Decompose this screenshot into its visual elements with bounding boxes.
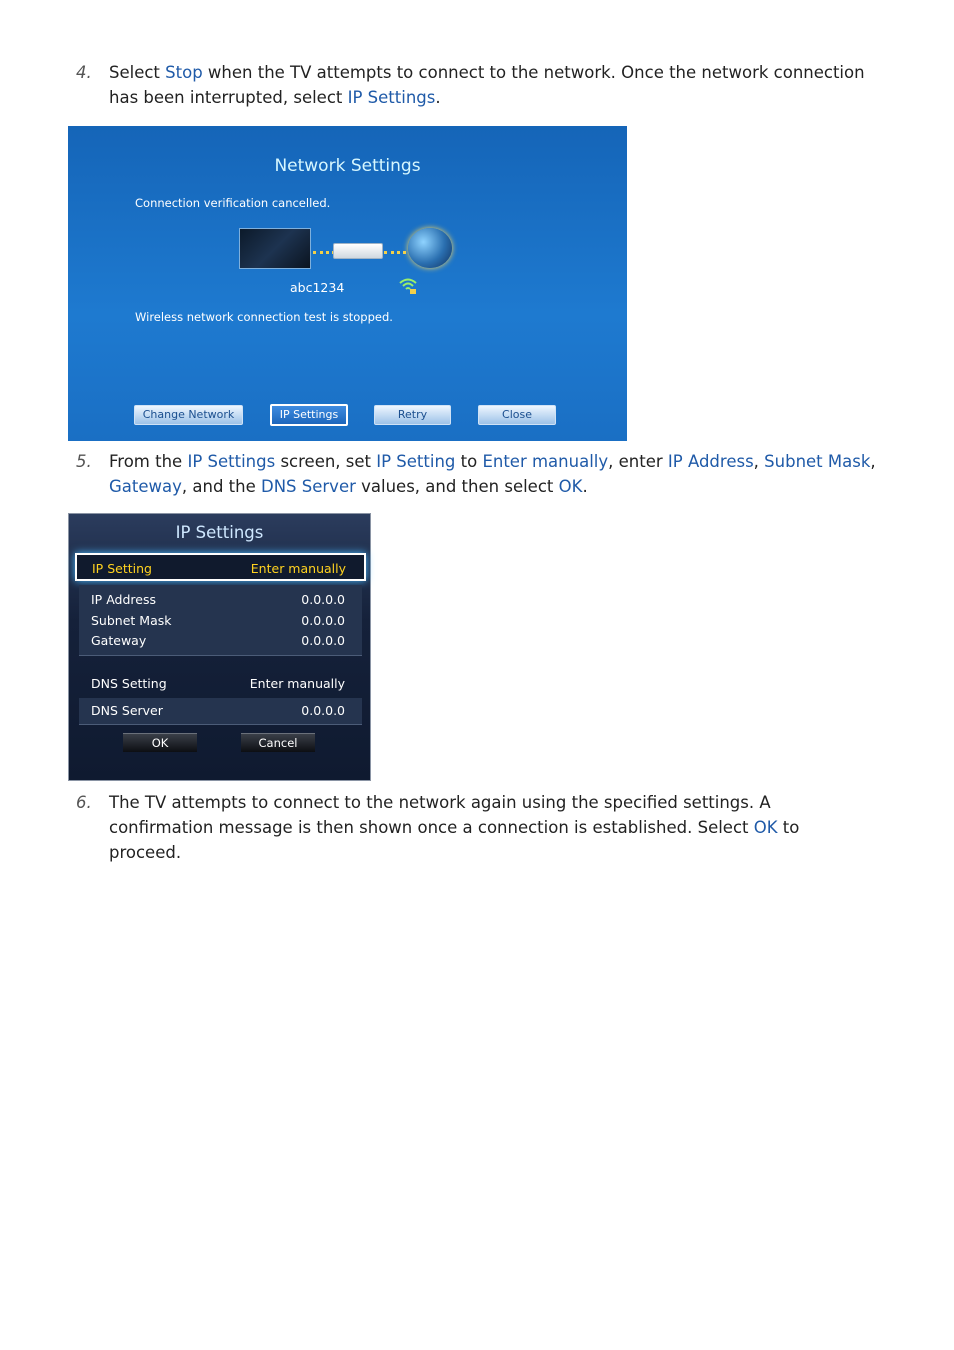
subnet-mask-label: Subnet Mask xyxy=(91,613,172,628)
step-text: The TV attempts to connect to the network again using the specified settings. A confirmation message is then shown once a connection is established. Select OK to proceed. xyxy=(109,793,800,862)
dns-setting-value: Enter manually xyxy=(249,676,345,691)
step-6 xyxy=(76,790,876,865)
dns-server-value: 0.0.0.0 xyxy=(301,703,345,718)
globe-icon xyxy=(408,228,452,268)
connection-dots xyxy=(384,251,406,254)
gateway-value: 0.0.0.0 xyxy=(301,633,345,648)
ip-setting-value: Enter manually xyxy=(250,561,346,576)
cancel-button[interactable]: Cancel xyxy=(241,733,315,752)
close-button[interactable]: Close xyxy=(478,405,556,425)
connection-dots xyxy=(313,251,335,254)
gateway-label: Gateway xyxy=(91,633,147,648)
ip-setting-label: IP Setting xyxy=(92,561,152,576)
ip-setting-row[interactable] xyxy=(75,553,366,581)
keyword-ok: OK xyxy=(753,818,778,837)
step-5 xyxy=(76,449,876,499)
keyword-ip-settings: IP Settings xyxy=(347,88,436,107)
change-network-button[interactable]: Change Network xyxy=(134,405,243,425)
step-number: 5. xyxy=(76,452,92,471)
connection-status-text: Connection verification cancelled. xyxy=(135,196,331,210)
ip-address-value: 0.0.0.0 xyxy=(301,592,345,607)
step-text: From the IP Settings screen, set IP Setting to Enter manually, enter IP Address, Subnet Mask, Gateway, and the DNS Server values, and then select OK. xyxy=(109,452,876,496)
ok-button[interactable]: OK xyxy=(123,733,197,752)
step-number: 4. xyxy=(76,63,92,82)
network-settings-title: Network Settings xyxy=(274,156,421,176)
retry-button[interactable]: Retry xyxy=(374,405,451,425)
step-text: Select Stop when the TV attempts to connect to the network. Once the network connection has been interrupted, select IP Settings. xyxy=(109,63,865,107)
ip-address-group xyxy=(79,585,362,656)
ip-address-row[interactable] xyxy=(79,592,362,612)
network-settings-screen xyxy=(68,126,627,441)
dns-server-label: DNS Server xyxy=(91,703,163,718)
step-number: 6. xyxy=(76,793,92,812)
keyword-stop: Stop xyxy=(165,63,203,82)
ip-address-label: IP Address xyxy=(91,592,156,607)
ip-settings-title: IP Settings xyxy=(175,523,264,542)
dns-server-row[interactable] xyxy=(79,698,362,725)
tv-icon xyxy=(239,228,311,269)
ip-settings-button[interactable]: IP Settings xyxy=(270,404,348,426)
test-status-text: Wireless network connection test is stopped. xyxy=(135,310,393,324)
subnet-mask-row[interactable] xyxy=(79,613,362,633)
dns-setting-row[interactable] xyxy=(79,676,362,696)
step-4 xyxy=(76,60,876,110)
network-ssid: abc1234 xyxy=(290,280,345,295)
subnet-mask-value: 0.0.0.0 xyxy=(301,613,345,628)
wifi-signal-icon xyxy=(398,276,418,294)
gateway-row[interactable] xyxy=(79,633,362,653)
router-icon xyxy=(333,243,383,259)
ip-settings-screen xyxy=(68,513,371,781)
dns-setting-label: DNS Setting xyxy=(91,676,167,691)
